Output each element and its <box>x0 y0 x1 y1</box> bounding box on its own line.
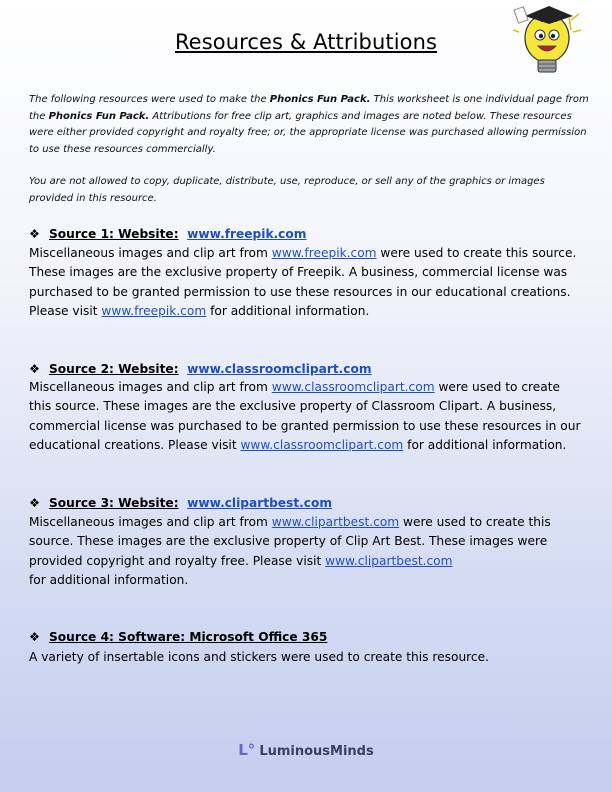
page-title: Resources & Attributions <box>174 30 438 54</box>
source-4-heading: ❖ Source 4: Software: Microsoft Office 365 <box>29 630 328 644</box>
logo-mark-icon: L° <box>238 741 256 759</box>
source-3-heading: ❖ Source 3: Website: www.clipartbest.com <box>29 496 333 510</box>
intro-paragraph: The following resources were used to make the Phonics Fun Pack. This worksheet is one individual page from the Phonics Fun Pack. Attributions for free clip art, graphics and images are noted below. These resources were either provided copyright and royalty free; or, the appropriate license was purchased allowing permission to use these resources commercially. <box>29 94 589 155</box>
source-2-heading: ❖ Source 2: Website: www.classroomclipart.com <box>29 362 372 376</box>
source-2-link[interactable]: www.classroomclipart.com <box>187 362 372 376</box>
source-1-link[interactable]: www.freepik.com <box>187 227 307 241</box>
source-1-heading: ❖ Source 1: Website: www.freepik.com <box>29 227 307 241</box>
source-1-inline-link[interactable]: www.freepik.com <box>271 246 377 260</box>
source-3-visit-link[interactable]: www.clipartbest.com <box>325 553 453 568</box>
usage-restriction-paragraph: You are not allowed to copy, duplicate, distribute, use, reproduce, or sell any of the graphics or images provided in this resource. <box>29 176 545 204</box>
source-1-visit-link[interactable]: www.freepik.com <box>101 303 207 318</box>
lightbulb-mascot-icon <box>511 2 583 78</box>
source-3-inline-link[interactable]: www.clipartbest.com <box>271 515 400 529</box>
source-3-body: Miscellaneous images and clip art from www.clipartbest.com were used to create this source. These images are the exclusive property of Clip Art Best. These images were provided copyright and royalty free. Please visit www.clipartbest.com for additional information. <box>29 515 551 587</box>
source-2-body: Miscellaneous images and clip art from www.classroomclipart.com were used to create this source. These images are the exclusive property of Classroom Clipart. A business, commercial license was purchased to be granted permission to use these resources in our educational creations. Please visit www.classroomclipart.com for additional information. <box>29 380 581 452</box>
diamond-bullet-icon: ❖ <box>29 362 40 376</box>
diamond-bullet-icon: ❖ <box>29 630 40 644</box>
source-2-visit-link[interactable]: www.classroomclipart.com <box>240 437 404 452</box>
luminousminds-logo: L° LuminousMinds <box>238 741 374 759</box>
source-3-link[interactable]: www.clipartbest.com <box>187 496 333 510</box>
diamond-bullet-icon: ❖ <box>29 227 40 241</box>
source-4-body: A variety of insertable icons and stickers were used to create this resource. <box>29 650 489 664</box>
source-2-inline-link[interactable]: www.classroomclipart.com <box>271 380 435 394</box>
source-1-body: Miscellaneous images and clip art from www.freepik.com were used to create this source. These images are the exclusive property of Freepik. A business, commercial license was purchased to be granted permission to use these resources in our educational creations. Please visit www.freepik.com for additional information. <box>29 246 577 318</box>
diamond-bullet-icon: ❖ <box>29 496 40 510</box>
